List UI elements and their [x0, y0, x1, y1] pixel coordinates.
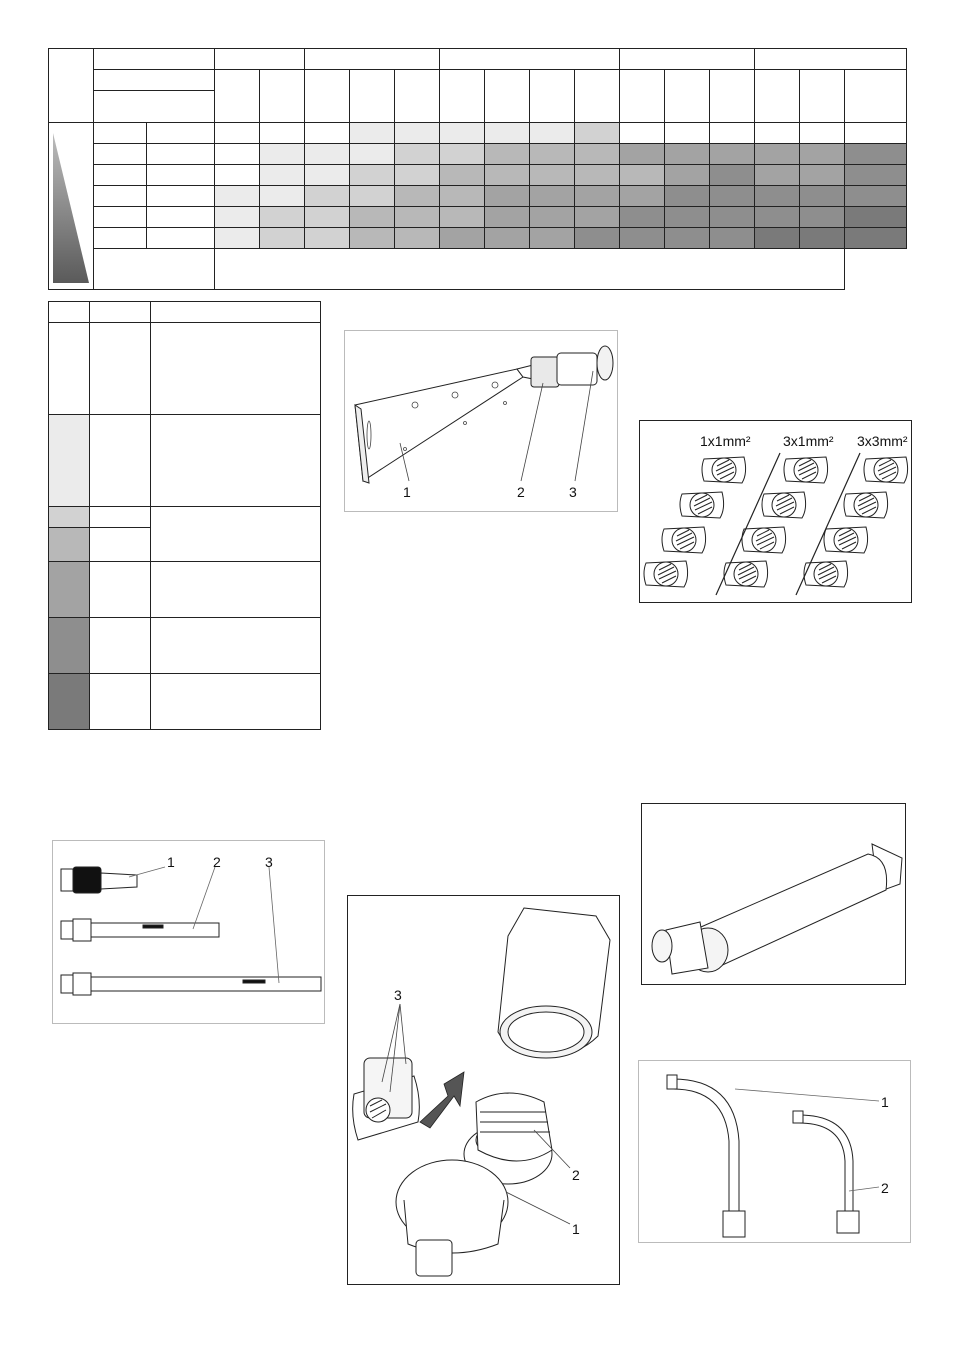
heaters-set-figure: [52, 840, 325, 1024]
subheader-cell: [440, 70, 485, 123]
heater-figure: [344, 330, 618, 512]
row-value-cell: [147, 123, 215, 144]
matrix-table: [48, 48, 907, 290]
callout-3: 3: [394, 987, 402, 1003]
row-value-cell: [147, 144, 215, 165]
subheader-cell: [215, 70, 260, 123]
gradient-wedge: [49, 123, 94, 289]
legend-swatch: [49, 507, 90, 528]
header-corner-cell: [49, 49, 94, 123]
subheader-cell: [710, 70, 755, 123]
section-label-1x1: 1x1mm²: [700, 433, 751, 449]
row-value-cell: [147, 207, 215, 228]
row-label-cell: [94, 165, 147, 186]
row-label-cell: [94, 123, 147, 144]
legend-table: [48, 301, 321, 730]
callout-1: 1: [881, 1094, 889, 1110]
section-label-3x1: 3x1mm²: [783, 433, 834, 449]
row-label-cell: [94, 186, 147, 207]
callout-2: 2: [213, 854, 221, 870]
header-cell: [94, 49, 215, 70]
legend-swatch: [49, 618, 90, 674]
row-label-cell: [94, 207, 147, 228]
group-header-cell: [755, 49, 907, 70]
subheader-cell: [395, 70, 440, 123]
subheader-cell: [530, 70, 575, 123]
legend-swatch: [49, 415, 90, 507]
row-label-cell: [94, 144, 147, 165]
heaters-set-drawing: [53, 841, 324, 1023]
subheader-cell: [665, 70, 710, 123]
callout-1: 1: [167, 854, 175, 870]
tubes-drawing: [639, 1061, 910, 1242]
cross-section-figure: [639, 420, 912, 603]
subheader-cell: [800, 70, 845, 123]
row-value-cell: [147, 186, 215, 207]
group-header-cell: [440, 49, 620, 70]
legend-swatch: [49, 323, 90, 415]
subheader-cell: [260, 70, 305, 123]
callout-2: 2: [572, 1167, 580, 1183]
header-cell: [94, 91, 215, 123]
group-header-cell: [620, 49, 755, 70]
footer-note-cell: [215, 249, 845, 290]
group-header-cell: [305, 49, 440, 70]
callout-2: 2: [517, 484, 525, 500]
insert-assembly-figure: [347, 895, 620, 1285]
callout-2: 2: [881, 1180, 889, 1196]
row-value-cell: [147, 228, 215, 249]
row-label-cell: [94, 228, 147, 249]
callout-3: 3: [569, 484, 577, 500]
callout-1: 1: [403, 484, 411, 500]
subheader-cell: [350, 70, 395, 123]
subheader-cell: [755, 70, 800, 123]
section-label-3x3: 3x3mm²: [857, 433, 908, 449]
callout-1: 1: [572, 1221, 580, 1237]
legend-swatch: [49, 562, 90, 618]
cylinder-heater-drawing: [642, 804, 905, 984]
header-cell: [94, 70, 215, 91]
row-value-cell: [147, 165, 215, 186]
legend-swatch: [49, 528, 90, 562]
subheader-cell: [845, 70, 907, 123]
cylinder-heater-figure: [641, 803, 906, 985]
footer-label-cell: [94, 249, 215, 290]
subheader-cell: [575, 70, 620, 123]
legend-swatch: [49, 674, 90, 730]
subheader-cell: [305, 70, 350, 123]
group-header-cell: [215, 49, 305, 70]
subheader-cell: [620, 70, 665, 123]
tubes-figure: [638, 1060, 911, 1243]
subheader-cell: [485, 70, 530, 123]
callout-3: 3: [265, 854, 273, 870]
gradient-wedge-cell: [49, 123, 94, 290]
